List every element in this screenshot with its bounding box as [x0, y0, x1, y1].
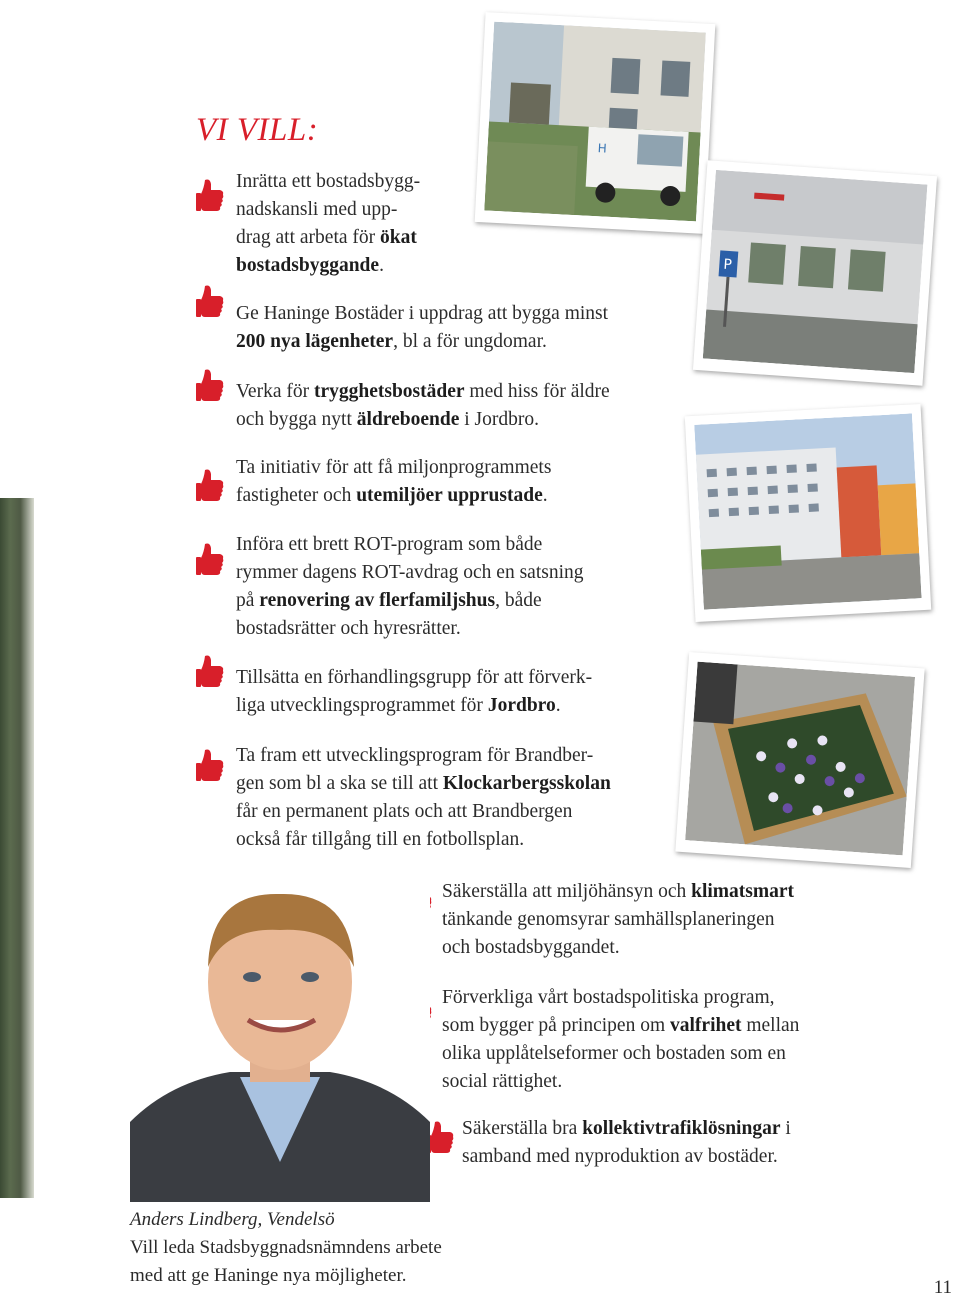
- text-segment: Säkerställa att miljöhänsyn och: [442, 881, 692, 902]
- text-segment: i Jordbro.: [459, 409, 539, 430]
- bold-phrase: äldreboende: [356, 409, 460, 430]
- text-segment: Ta fram ett utvecklingsprogram för Brandber-: [236, 745, 594, 766]
- bold-phrase: renovering av flerfamiljshus: [259, 590, 496, 611]
- text-segment: och bostadsbyggandet.: [442, 937, 620, 958]
- thumbs-up-icon: [196, 748, 224, 782]
- text-segment: , både: [495, 590, 542, 611]
- bold-phrase: Klockarbergsskolan: [442, 773, 611, 794]
- list-item: [236, 168, 420, 280]
- text-segment: Tillsätta en förhandlingsgrupp för att förverk-: [236, 667, 593, 688]
- list-item: [236, 531, 584, 643]
- text-segment: nadskansli med upp-: [236, 199, 398, 220]
- text-segment: i: [780, 1118, 791, 1139]
- list-item: [462, 1115, 791, 1171]
- caption-line-2: med att ge Haninge nya möjligheter.: [130, 1265, 407, 1286]
- text-segment: Verka för: [236, 381, 314, 402]
- text-segment: liga utvecklingsprogrammet för: [236, 695, 488, 716]
- text-segment: Ge Haninge Bostäder i uppdrag att bygga minst: [236, 303, 609, 324]
- text-segment: Införa ett brett ROT-program som både: [236, 534, 543, 555]
- text-segment: Ta initiativ för att få miljonprogrammets: [236, 457, 552, 478]
- list-item: [236, 664, 592, 720]
- thumbs-up-icon: [196, 284, 224, 318]
- text-segment: med hiss för äldre: [464, 381, 610, 402]
- list-item: [236, 300, 608, 356]
- bold-phrase: Jordbro: [487, 695, 556, 716]
- page-heading: VI VILL:: [196, 112, 319, 148]
- bold-phrase: utemiljöer upprustade: [356, 485, 543, 506]
- thumbs-up-icon: [196, 468, 224, 502]
- photo-flower-planter: [675, 652, 924, 868]
- bold-phrase: bostadsbyggande: [236, 255, 380, 276]
- text-segment: , bl a för ungdomar.: [393, 331, 547, 352]
- list-item: [236, 378, 610, 434]
- text-segment: rymmer dagens ROT-avdrag och en satsning: [236, 562, 584, 583]
- text-segment: på: [236, 590, 260, 611]
- svg-text:H: H: [597, 141, 608, 156]
- photo-apartment-blocks: [685, 404, 931, 622]
- list-item: [442, 984, 799, 1096]
- text-segment: olika upplåtelseformer och bostaden som en: [442, 1043, 786, 1064]
- portrait-photo: [130, 872, 430, 1202]
- text-segment: samband med nyproduktion av bostäder.: [462, 1146, 778, 1167]
- text-segment: .: [379, 255, 384, 276]
- text-segment: också får tillgång till en fotbollsplan.: [236, 829, 525, 850]
- bold-phrase: valfrihet: [670, 1015, 742, 1036]
- bold-phrase: trygghetsbostäder: [313, 381, 465, 402]
- bold-phrase: 200 nya lägenheter: [236, 331, 394, 352]
- list-item: [236, 742, 611, 854]
- text-segment: bostadsrätter och hyresrätter.: [236, 618, 461, 639]
- tree-photo-edge: [0, 498, 34, 1198]
- text-segment: drag att arbeta för: [236, 227, 381, 248]
- text-segment: .: [542, 485, 548, 506]
- text-segment: Förverkliga vårt bostadspolitiska program,: [442, 987, 775, 1008]
- text-segment: Inrätta ett bostadsbygg-: [236, 171, 421, 192]
- bold-phrase: ökat: [380, 227, 417, 248]
- portrait-caption: [130, 1206, 442, 1290]
- thumbs-up-icon: [196, 368, 224, 402]
- list-item: [442, 878, 794, 962]
- text-segment: tänkande genomsyrar samhällsplaneringen: [442, 909, 775, 930]
- text-segment: .: [555, 695, 561, 716]
- text-segment: Säkerställa bra: [462, 1118, 583, 1139]
- text-segment: gen som bl a ska se till att: [236, 773, 443, 794]
- caption-name: Anders Lindberg, Vendelsö: [130, 1209, 335, 1230]
- svg-text:P: P: [722, 256, 733, 274]
- photo-building-van: [475, 12, 716, 234]
- text-segment: mellan: [741, 1015, 800, 1036]
- text-segment: får en permanent plats och att Brandbergen: [236, 801, 573, 822]
- thumbs-up-icon: [196, 542, 224, 576]
- photo-modular-building: [693, 160, 937, 386]
- bold-phrase: kollektivtrafiklösningar: [582, 1118, 781, 1139]
- text-segment: social rättighet.: [442, 1071, 563, 1092]
- thumbs-up-icon: [196, 654, 224, 688]
- text-segment: och bygga nytt: [236, 409, 357, 430]
- page-number: 11: [933, 1277, 952, 1298]
- text-segment: som bygger på principen om: [442, 1015, 670, 1036]
- thumbs-up-icon: [426, 1120, 454, 1154]
- caption-line-1: Vill leda Stadsbyggnadsnämndens arbete: [130, 1237, 442, 1258]
- bold-phrase: klimatsmart: [691, 881, 795, 902]
- thumbs-up-icon: [196, 178, 224, 212]
- list-item: [236, 454, 551, 510]
- text-segment: fastigheter och: [236, 485, 357, 506]
